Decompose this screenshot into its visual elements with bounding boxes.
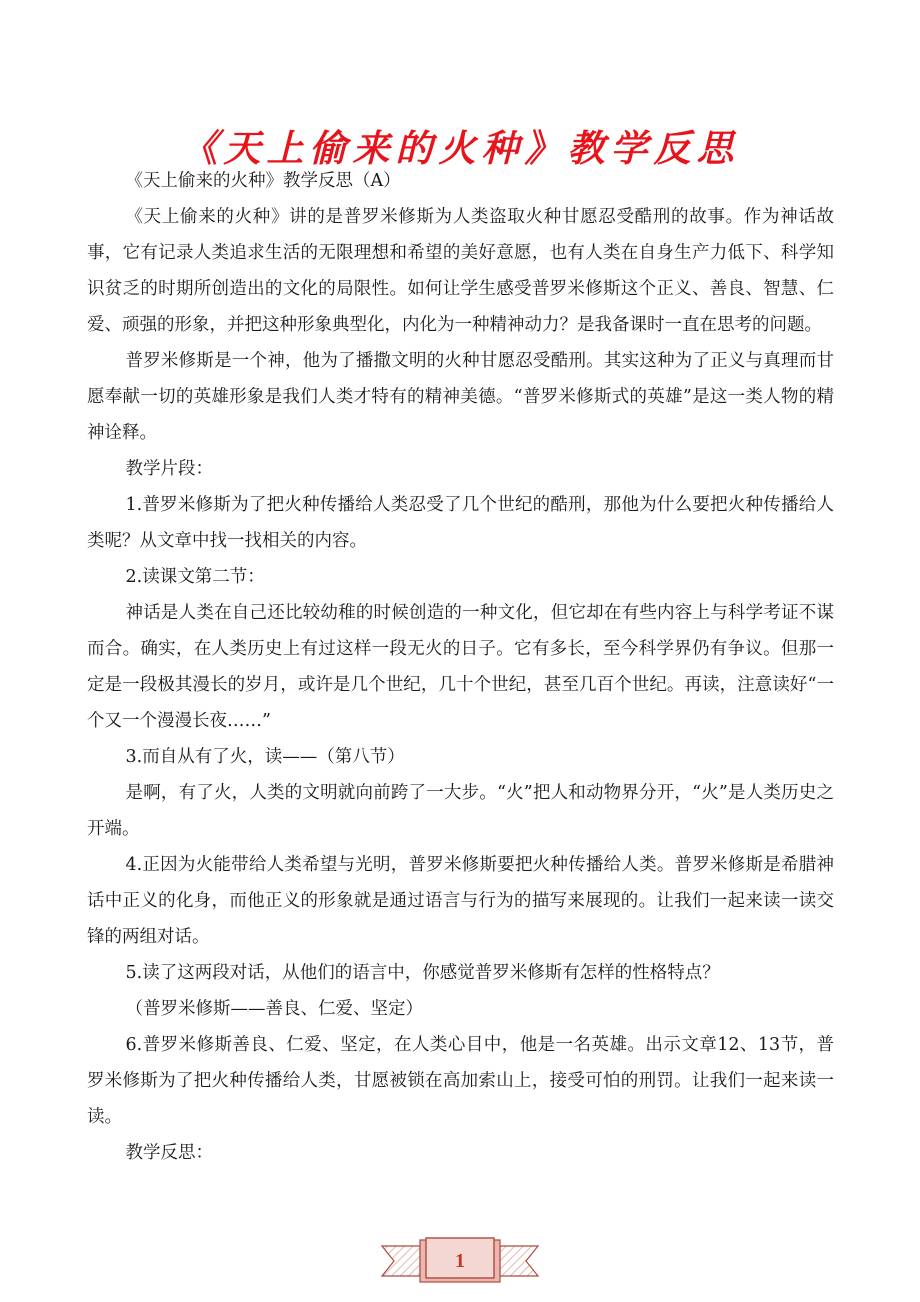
section-heading: 教学反思： <box>125 1143 213 1163</box>
body-paragraph: 4.正因为火能带给人类希望与光明，普罗米修斯要把火种传播给人类。普罗米修斯是希腊神话中正义的化身，而他正义的形象就是通过语言与行为的描写来展现的。让我们一起来读一读交锋的两组对话。 <box>87 855 834 947</box>
body-paragraph: 普罗米修斯是一个神，他为了播撒文明的火种甘愿忍受酷刑。其实这种为了正义与真理而甘愿奉献一切的英雄形象是我们人类才特有的精神美德。“普罗米修斯式的英雄”是这一类人物的精神诠释。 <box>87 351 834 443</box>
body-paragraph: 《天上偷来的火种》讲的是普罗米修斯为人类盗取火种甘愿忍受酷刑的故事。作为神话故事，它有记录人类追求生活的无限理想和希望的美好意愿，也有人类在自身生产力低下、科学知识贫乏的时期所创造出的文化的局限性。如何让学生感受普罗米修斯这个正义、善良、智慧、仁爱、顽强的形象，并把这种形象典型化，内化为一种精神动力？是我备课时一直在思考的问题。 <box>87 207 834 335</box>
subtitle-paragraph: 《天上偷来的火种》教学反思（A） <box>125 171 401 191</box>
page-number: 1 <box>455 1250 465 1272</box>
document-body <box>87 163 834 1171</box>
body-paragraph: （普罗米修斯——善良、仁爱、坚定） <box>125 999 423 1019</box>
page-title: 《天上偷来的火种》教学反思 <box>180 126 740 170</box>
body-paragraph: 5.读了这两段对话，从他们的语言中，你感觉普罗米修斯有怎样的性格特点？ <box>125 963 720 983</box>
body-paragraph: 6.普罗米修斯善良、仁爱、坚定，在人类心目中，他是一名英雄。出示文章12、13节，普罗米修斯为了把火种传播给人类，甘愿被锁在高加索山上，接受可怕的刑罚。让我们一起来读一读。 <box>87 1035 834 1127</box>
body-paragraph: 是啊，有了火，人类的文明就向前跨了一大步。“火”把人和动物界分开，“火”是人类历史之开端。 <box>87 783 834 839</box>
body-paragraph: 1.普罗米修斯为了把火种传播给人类忍受了几个世纪的酷刑，那他为什么要把火种传播给人类呢？从文章中找一找相关的内容。 <box>87 495 834 551</box>
body-paragraph: 3.而自从有了火，读——（第八节） <box>125 747 405 767</box>
section-heading: 教学片段： <box>125 459 213 479</box>
page-number-badge <box>380 1236 540 1286</box>
body-paragraph: 神话是人类在自己还比较幼稚的时候创造的一种文化，但它却在有些内容上与科学考证不谋而合。确实，在人类历史上有过这样一段无火的日子。它有多长，至今科学界仍有争议。但那一定是一段极其漫长的岁月，或许是几个世纪，几十个世纪，甚至几百个世纪。再读，注意读好“一个又一个漫漫长夜……” <box>87 603 834 731</box>
body-paragraph: 2.读课文第二节： <box>125 567 265 587</box>
